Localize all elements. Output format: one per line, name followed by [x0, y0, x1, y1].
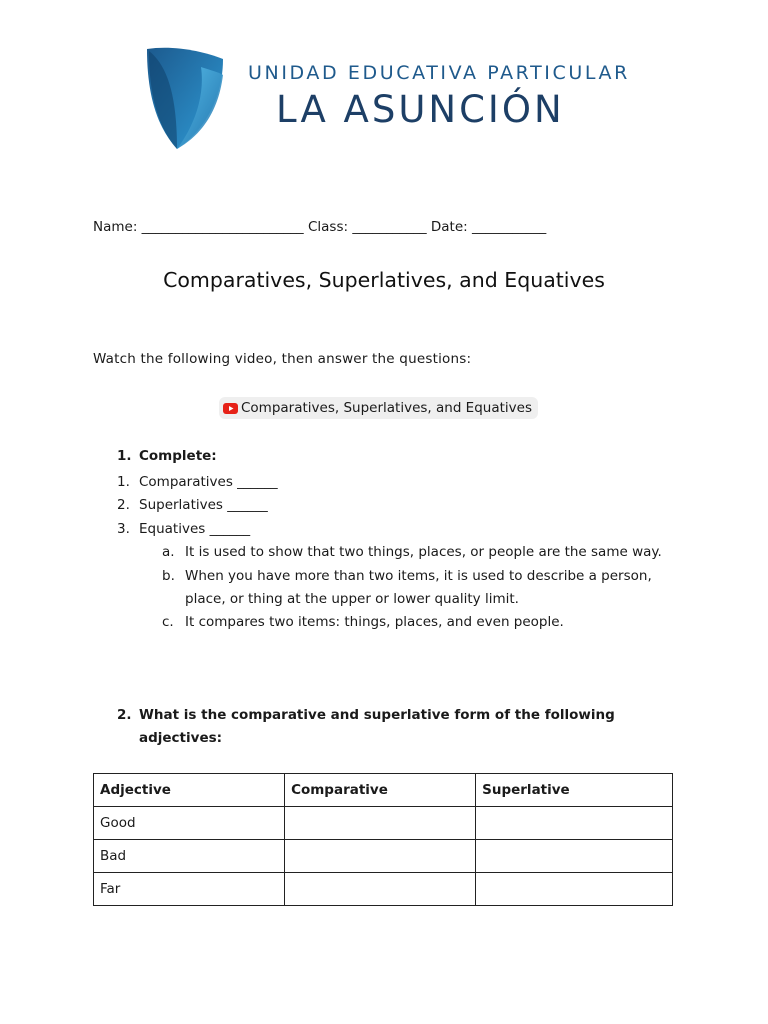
video-link[interactable] — [219, 397, 538, 419]
youtube-icon — [223, 403, 238, 414]
list-item-number: 3. — [117, 520, 130, 537]
question-1-list — [117, 471, 677, 635]
list-item — [117, 518, 677, 541]
column-header: Comparative — [285, 774, 476, 807]
list-item — [117, 471, 677, 494]
question-2-number: 2. — [117, 707, 132, 723]
answer-cell[interactable] — [476, 840, 673, 873]
worksheet-title: Comparatives, Superlatives, and Equatives — [163, 268, 605, 292]
list-item-text: Equatives ______ — [139, 520, 251, 537]
document-header — [0, 0, 768, 170]
adjective-cell: Bad — [94, 840, 285, 873]
list-item-number: 1. — [117, 474, 130, 490]
list-item-number: 2. — [117, 497, 130, 514]
question-1-text: Complete: — [139, 448, 217, 464]
table-row — [94, 840, 673, 873]
student-info-line: Name: ________________________ Class: ___________ Date: ___________ — [93, 219, 547, 235]
option-item — [162, 611, 677, 634]
answer-cell[interactable] — [476, 873, 673, 906]
adjective-cell: Far — [94, 873, 285, 906]
option-text: It compares two items: things, places, and even people. — [185, 614, 564, 631]
option-item — [162, 565, 677, 612]
definition-options — [162, 541, 677, 635]
answer-cell[interactable] — [285, 840, 476, 873]
answer-cell[interactable] — [476, 807, 673, 840]
shield-logo-icon — [143, 45, 225, 151]
option-item — [162, 541, 677, 564]
option-letter: a. — [162, 544, 175, 561]
question-1-number: 1. — [117, 448, 132, 464]
option-letter: c. — [162, 614, 174, 631]
school-name-line2: LA ASUNCIÓN — [276, 88, 565, 131]
option-text: When you have more than two items, it is used to describe a person, place, or thing at the upper or lower quality limit. — [185, 567, 652, 608]
option-text: It is used to show that two things, places, or people are the same way. — [185, 544, 662, 561]
table-row — [94, 873, 673, 906]
answer-cell[interactable] — [285, 807, 476, 840]
question-1-heading — [117, 448, 217, 464]
option-letter: b. — [162, 567, 175, 584]
list-item — [117, 494, 677, 517]
question-2-text: What is the comparative and superlative form of the following adjectives: — [139, 707, 615, 747]
column-header: Superlative — [476, 774, 673, 807]
list-item-text: Comparatives ______ — [139, 474, 278, 490]
answer-cell[interactable] — [285, 873, 476, 906]
school-name-line1: UNIDAD EDUCATIVA PARTICULAR — [248, 62, 630, 84]
column-header: Adjective — [94, 774, 285, 807]
table-header-row — [94, 774, 673, 807]
video-link-label: Comparatives, Superlatives, and Equatives — [241, 400, 532, 416]
adjective-table — [93, 773, 673, 906]
table-row — [94, 807, 673, 840]
instruction-text: Watch the following video, then answer the questions: — [93, 351, 472, 367]
question-2-heading — [117, 704, 637, 751]
adjective-cell: Good — [94, 807, 285, 840]
list-item-text: Superlatives ______ — [139, 497, 268, 514]
